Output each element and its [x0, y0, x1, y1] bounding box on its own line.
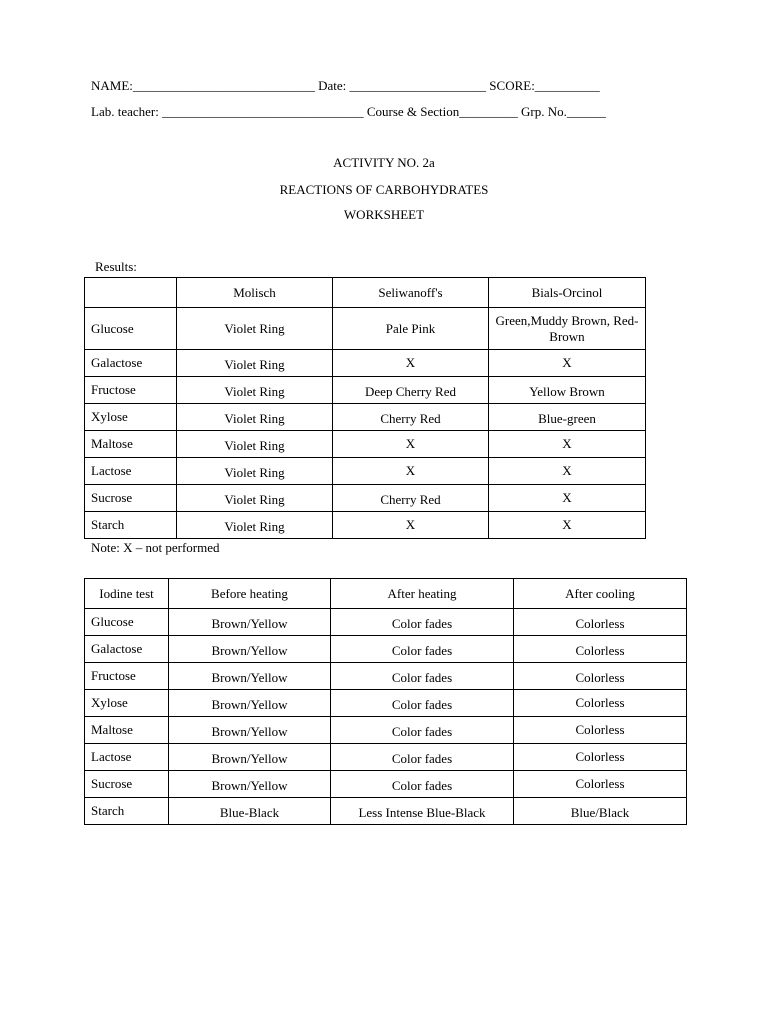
results-cell: X [333, 512, 489, 539]
results-row [85, 377, 646, 404]
iodine-row-label: Maltose [85, 717, 169, 744]
results-header-row [85, 278, 646, 308]
results-header-cell: Seliwanoff's [333, 278, 489, 308]
results-label: Results: [95, 259, 137, 274]
iodine-row-label: Starch [85, 798, 169, 825]
iodine-cell: Brown/Yellow [169, 663, 331, 690]
iodine-header-cell: After cooling [514, 579, 687, 609]
iodine-cell: Color fades [331, 771, 514, 798]
results-cell: Violet Ring [177, 308, 333, 350]
iodine-cell: Color fades [331, 690, 514, 717]
iodine-cell: Brown/Yellow [169, 771, 331, 798]
results-cell: X [489, 458, 646, 485]
results-cell: Violet Ring [177, 458, 333, 485]
iodine-cell: Color fades [331, 717, 514, 744]
iodine-cell: Color fades [331, 663, 514, 690]
iodine-header-row [85, 579, 687, 609]
results-row [85, 512, 646, 539]
results-row-label: Xylose [85, 404, 177, 431]
worksheet-label: WORKSHEET [343, 207, 425, 222]
iodine-cell: Brown/Yellow [169, 744, 331, 771]
iodine-row [85, 609, 687, 636]
iodine-cell: Color fades [331, 744, 514, 771]
note-text: Note: X – not performed [91, 540, 220, 555]
iodine-row [85, 744, 687, 771]
results-cell: Violet Ring [177, 512, 333, 539]
results-cell: X [333, 458, 489, 485]
results-row [85, 404, 646, 431]
results-cell: Cherry Red [333, 485, 489, 512]
iodine-header-cell: Iodine test [85, 579, 169, 609]
iodine-cell: Brown/Yellow [169, 609, 331, 636]
header-name-date-score-line: NAME:____________________________ Date: _____________________ SCORE:__________ [91, 78, 600, 93]
results-cell: Pale Pink [333, 308, 489, 350]
iodine-row [85, 798, 687, 825]
iodine-row-label: Sucrose [85, 771, 169, 798]
iodine-cell: Colorless [514, 690, 687, 717]
results-row-label: Fructose [85, 377, 177, 404]
results-cell: Violet Ring [177, 431, 333, 458]
iodine-row [85, 771, 687, 798]
results-cell: Blue-green [489, 404, 646, 431]
results-cell: Violet Ring [177, 377, 333, 404]
iodine-header-cell: Before heating [169, 579, 331, 609]
iodine-cell: Colorless [514, 771, 687, 798]
results-header-cell: Molisch [177, 278, 333, 308]
results-row [85, 485, 646, 512]
iodine-row [85, 636, 687, 663]
results-cell: X [489, 485, 646, 512]
results-row [85, 431, 646, 458]
results-cell: Yellow Brown [489, 377, 646, 404]
iodine-row-label: Xylose [85, 690, 169, 717]
results-row-label: Lactose [85, 458, 177, 485]
results-cell: Deep Cherry Red [333, 377, 489, 404]
results-cell: Cherry Red [333, 404, 489, 431]
results-row [85, 350, 646, 377]
results-cell: Violet Ring [177, 485, 333, 512]
iodine-row-label: Glucose [85, 609, 169, 636]
iodine-cell: Less Intense Blue-Black [331, 798, 514, 825]
results-cell: X [489, 350, 646, 377]
iodine-cell: Color fades [331, 636, 514, 663]
iodine-cell: Color fades [331, 609, 514, 636]
results-row-label: Sucrose [85, 485, 177, 512]
activity-title: REACTIONS OF CARBOHYDRATES [279, 182, 489, 197]
results-row-label: Starch [85, 512, 177, 539]
iodine-cell: Colorless [514, 663, 687, 690]
iodine-row [85, 690, 687, 717]
results-cell: X [333, 431, 489, 458]
results-cell: X [489, 431, 646, 458]
iodine-cell: Colorless [514, 744, 687, 771]
results-row-label: Maltose [85, 431, 177, 458]
iodine-row [85, 663, 687, 690]
activity-number: ACTIVITY NO. 2a [333, 155, 435, 170]
iodine-row-label: Fructose [85, 663, 169, 690]
iodine-cell: Brown/Yellow [169, 717, 331, 744]
results-row [85, 458, 646, 485]
results-cell: Violet Ring [177, 350, 333, 377]
results-cell: X [333, 350, 489, 377]
results-row [85, 308, 646, 350]
results-cell: Violet Ring [177, 404, 333, 431]
iodine-cell: Colorless [514, 717, 687, 744]
iodine-test-table [84, 578, 687, 825]
iodine-cell: Colorless [514, 609, 687, 636]
iodine-cell: Blue-Black [169, 798, 331, 825]
iodine-row-label: Galactose [85, 636, 169, 663]
iodine-cell: Colorless [514, 636, 687, 663]
results-cell: X [489, 512, 646, 539]
results-table [84, 277, 646, 539]
results-header-cell: Bials-Orcinol [489, 278, 646, 308]
header-teacher-section-group-line: Lab. teacher: _______________________________ Course & Section_________ Grp. No.______ [91, 104, 606, 119]
iodine-cell: Brown/Yellow [169, 636, 331, 663]
results-row-label: Galactose [85, 350, 177, 377]
iodine-header-cell: After heating [331, 579, 514, 609]
iodine-cell: Brown/Yellow [169, 690, 331, 717]
iodine-row-label: Lactose [85, 744, 169, 771]
results-cell: Green,Muddy Brown, Red-Brown [489, 308, 646, 350]
results-header-cell [85, 278, 177, 308]
iodine-row [85, 717, 687, 744]
iodine-cell: Blue/Black [514, 798, 687, 825]
results-row-label: Glucose [85, 308, 177, 350]
